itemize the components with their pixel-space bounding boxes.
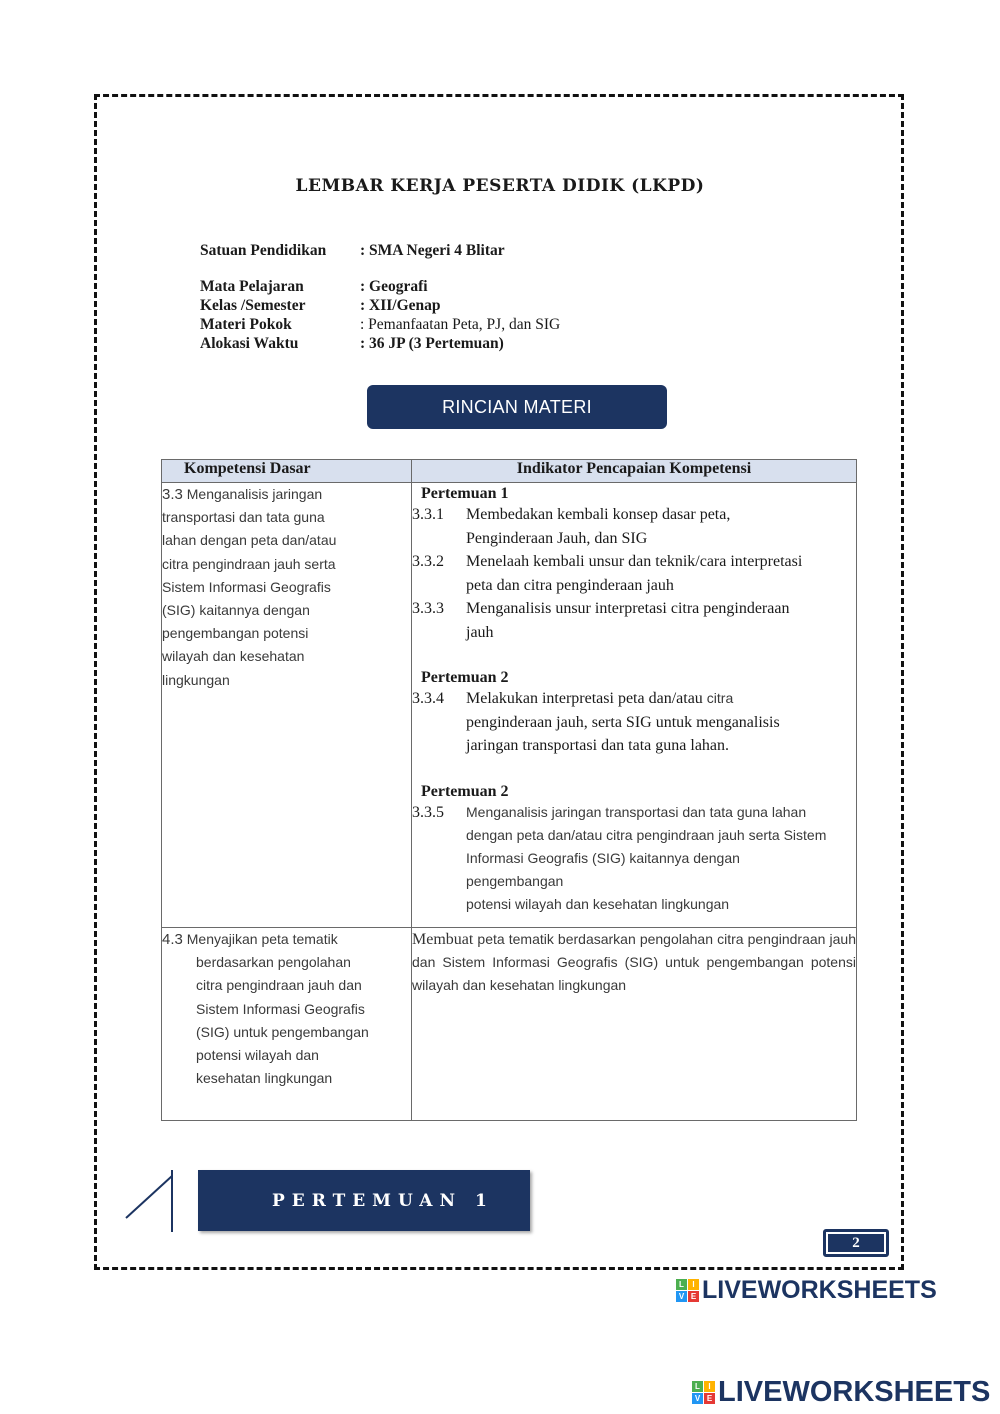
meeting-title: Pertemuan 2 (421, 782, 509, 800)
kd-line: pengembangan potensi (162, 625, 309, 642)
kd-line: (SIG) kaitannya dengan (162, 602, 310, 619)
indicator-line: dengan peta dan/atau citra pengindraan jauh serta Sistem (466, 826, 827, 843)
kd-line: berdasarkan pengolahan (196, 954, 351, 971)
indicator-number: 3.3.1 (412, 506, 444, 523)
info-value: : Geografi (360, 278, 428, 295)
info-label: Mata Pelajaran (200, 278, 304, 295)
info-value: : Pemanfaatan Peta, PJ, dan SIG (360, 316, 561, 333)
decorative-lines (124, 1170, 176, 1232)
document-title: LEMBAR KERJA PESERTA DIDIK (LKPD) (295, 176, 705, 196)
header-kompetensi-dasar: Kompetensi Dasar (162, 460, 412, 483)
competency-table (161, 459, 857, 1121)
info-value: : SMA Negeri 4 Blitar (360, 242, 505, 259)
indicator-line: Menganalisis unsur interpretasi citra penginderaan (466, 600, 790, 617)
indicator-item (412, 801, 856, 916)
kd-cell-4-3 (162, 928, 412, 1121)
indicator-number: 3.3.5 (412, 803, 444, 821)
kd-line: lahan dengan peta dan/atau (162, 532, 337, 549)
kd-line: Sistem Informasi Geografis (162, 578, 331, 595)
info-label: Materi Pokok (200, 316, 292, 333)
header-indikator: Indikator Pencapaian Kompetensi (412, 460, 857, 483)
kd-line: Menganalisis jaringan (186, 486, 323, 502)
brand-text: LIVEWORKSHEETS (718, 1376, 991, 1408)
watermark-brand-footer (692, 1376, 990, 1409)
indicator-line: jauh (466, 623, 494, 641)
indicator-line: Menelaah kembali unsur dan teknik/cara interpretasi (466, 553, 803, 570)
indicator-line: peta dan citra penginderaan jauh (466, 576, 674, 594)
indicator-line: citra (706, 690, 734, 706)
brand-text: LIVEWORKSHEETS (702, 1276, 937, 1304)
brand-logo-icon: L I V E (692, 1381, 715, 1404)
kd-line: citra pengindraan jauh dan (196, 977, 362, 994)
kd-cell-3-3 (162, 483, 412, 928)
kd-line: wilayah dan kesehatan (162, 648, 305, 665)
indicator-line: penginderaan jauh, serta SIG untuk menganalisis (466, 713, 780, 731)
info-value: : XII/Genap (360, 297, 441, 314)
indicator-number: 3.3.3 (412, 600, 444, 617)
watermark-brand (676, 1276, 937, 1305)
info-label: Kelas /Semester (200, 297, 306, 314)
indicator-number: 3.3.4 (412, 690, 444, 707)
kd-number: 3.3 (162, 486, 183, 503)
kd-line: Sistem Informasi Geografis (196, 1000, 365, 1017)
indicator-item (412, 550, 856, 597)
indicator-line: Penginderaan Jauh, dan SIG (466, 529, 648, 547)
kd-line: kesehatan lingkungan (196, 1070, 333, 1087)
indicator-line: Melakukan interpretasi peta dan/atau (466, 690, 703, 707)
meeting-title: Pertemuan 1 (421, 485, 509, 502)
kd-number: 4.3 (162, 931, 183, 948)
kd-line: potensi wilayah dan (196, 1047, 319, 1064)
rincian-materi-banner: RINCIAN MATERI (367, 385, 667, 429)
indicator-cell (412, 483, 857, 928)
kd-line: citra pengindraan jauh serta (162, 555, 336, 572)
kd-line: transportasi dan tata guna (162, 509, 325, 526)
indicator-item (412, 597, 856, 644)
page-number: 2 (823, 1229, 889, 1257)
indicator-line: Menganalisis jaringan transportasi dan tata guna lahan (466, 803, 807, 820)
kd-line: Menyajikan peta tematik (186, 931, 338, 947)
indicator-line: Membedakan kembali konsep dasar peta, (466, 506, 731, 523)
indicator-item (412, 503, 856, 550)
info-value: : 36 JP (3 Pertemuan) (360, 335, 504, 352)
brand-logo-icon: L I V E (676, 1279, 699, 1302)
indicator-lead: Membuat (412, 931, 474, 948)
meeting-title: Pertemuan 2 (421, 669, 509, 686)
pertemuan-banner: PERTEMUAN 1 (198, 1170, 530, 1231)
info-label: Satuan Pendidikan (200, 242, 327, 259)
indicator-cell-4-3 (412, 928, 857, 1121)
indicator-item (412, 687, 856, 758)
indicator-line: jaringan transportasi dan tata guna lahan. (466, 737, 730, 754)
indicator-text: peta tematik berdasarkan pengolahan citra pengindraan jauh dan Sistem Informasi Geografis (SIG) untuk pengembangan potensi wilayah dan kesehatan lingkungan (412, 931, 856, 994)
indicator-line: Informasi Geografis (SIG) kaitannya dengan pengembangan (466, 849, 740, 889)
kd-line: lingkungan (162, 671, 230, 688)
indicator-line: potensi wilayah dan kesehatan lingkungan (466, 895, 730, 912)
indicator-number: 3.3.2 (412, 553, 444, 570)
info-label: Alokasi Waktu (200, 335, 299, 352)
kd-line: (SIG) untuk pengembangan (196, 1023, 369, 1040)
